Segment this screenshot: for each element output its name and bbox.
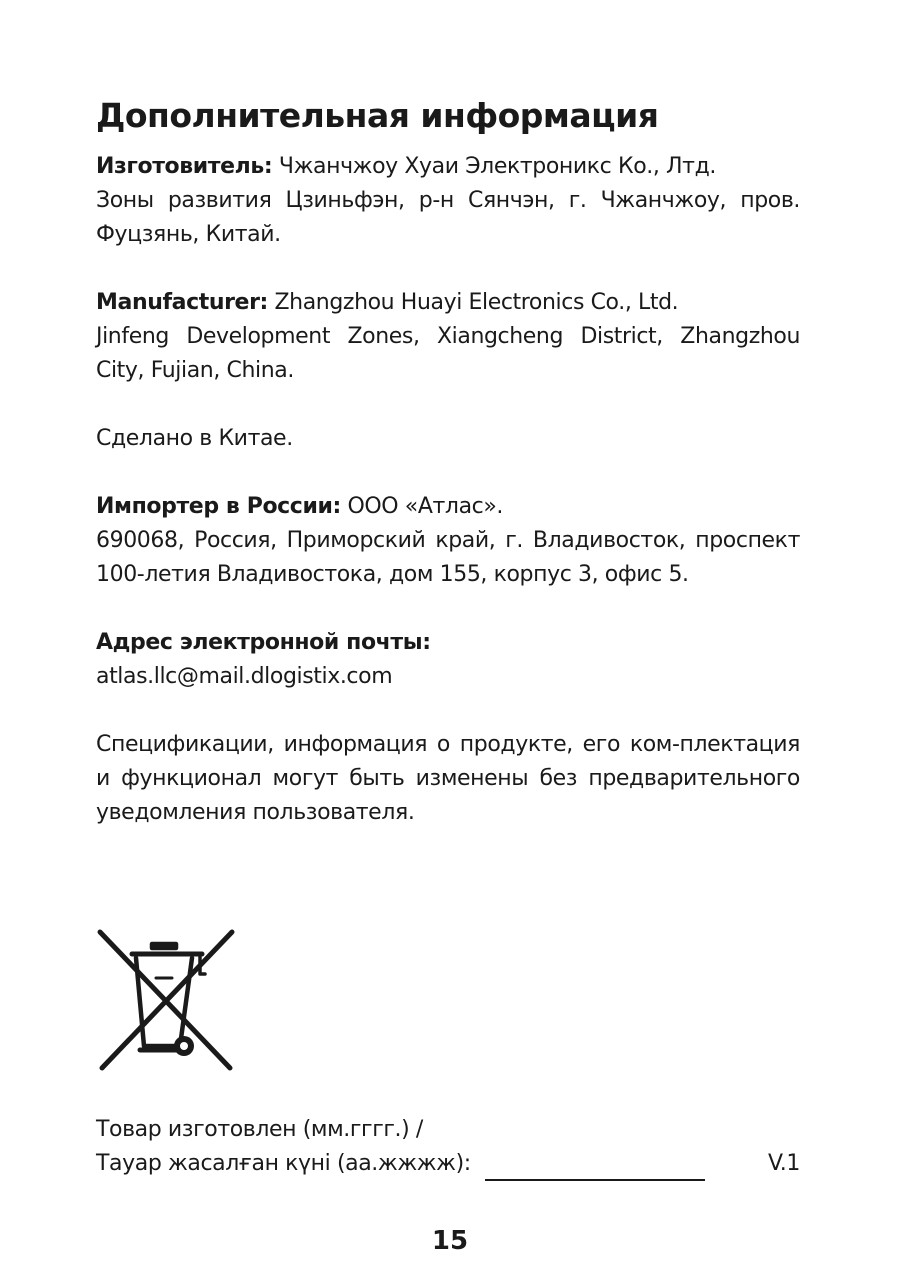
crossed-out-wheelie-bin-icon (96, 928, 236, 1074)
importer-label: Импортер в России: (96, 494, 341, 519)
manufacture-date-label-ru: Товар изготовлен (мм.гггг.) / (96, 1117, 423, 1142)
importer-address: 690068, Россия, Приморский край, г. Владивосток, проспект 100-летия Владивостока, дом 155, корпус 3, офис 5. (96, 528, 800, 587)
manufacturer-en-label: Manufacturer: (96, 290, 268, 315)
manufacturer-en-address: Jinfeng Development Zones, Xiangcheng District, Zhangzhou City, Fujian, China. (96, 324, 800, 383)
manufacture-date-block (96, 1113, 800, 1181)
importer-block (96, 490, 800, 592)
manufacturer-en-name: Zhangzhou Huayi Electronics Co., Ltd. (267, 290, 679, 315)
manufacturer-ru-address: Зоны развития Цзиньфэн, р-н Сянчэн, г. Чжанчжоу, пров. Фуцзянь, Китай. (96, 188, 800, 247)
manufacturer-ru-label: Изготовитель: (96, 154, 273, 179)
email-block (96, 626, 800, 694)
importer-name: ООО «Атлас». (340, 494, 504, 519)
page-title: Дополнительная информация (96, 96, 659, 135)
page-number: 15 (431, 1226, 469, 1256)
manufacture-date-label-kz: Тауар жасалған күні (аа.жжжж): (96, 1151, 471, 1176)
manufacturer-ru-block (96, 150, 800, 252)
email-label: Адрес электронной почты: (96, 630, 431, 655)
email-value: atlas.llc@mail.dlogistix.com (96, 664, 393, 689)
made-in-text: Сделано в Китае. (96, 426, 293, 451)
manufacturer-ru-name: Чжанчжоу Хуаи Электроникс Ко., Лтд. (272, 154, 716, 179)
manufacturer-en-block (96, 286, 800, 388)
manufacture-date-blank-line (485, 1155, 705, 1181)
document-page (96, 92, 800, 864)
version-label: V.1 (767, 1151, 800, 1176)
disclaimer-text: Спецификации, информация о продукте, его ком-плектация и функционал могут быть изменены без предварительного уведомления пользователя. (96, 732, 800, 825)
